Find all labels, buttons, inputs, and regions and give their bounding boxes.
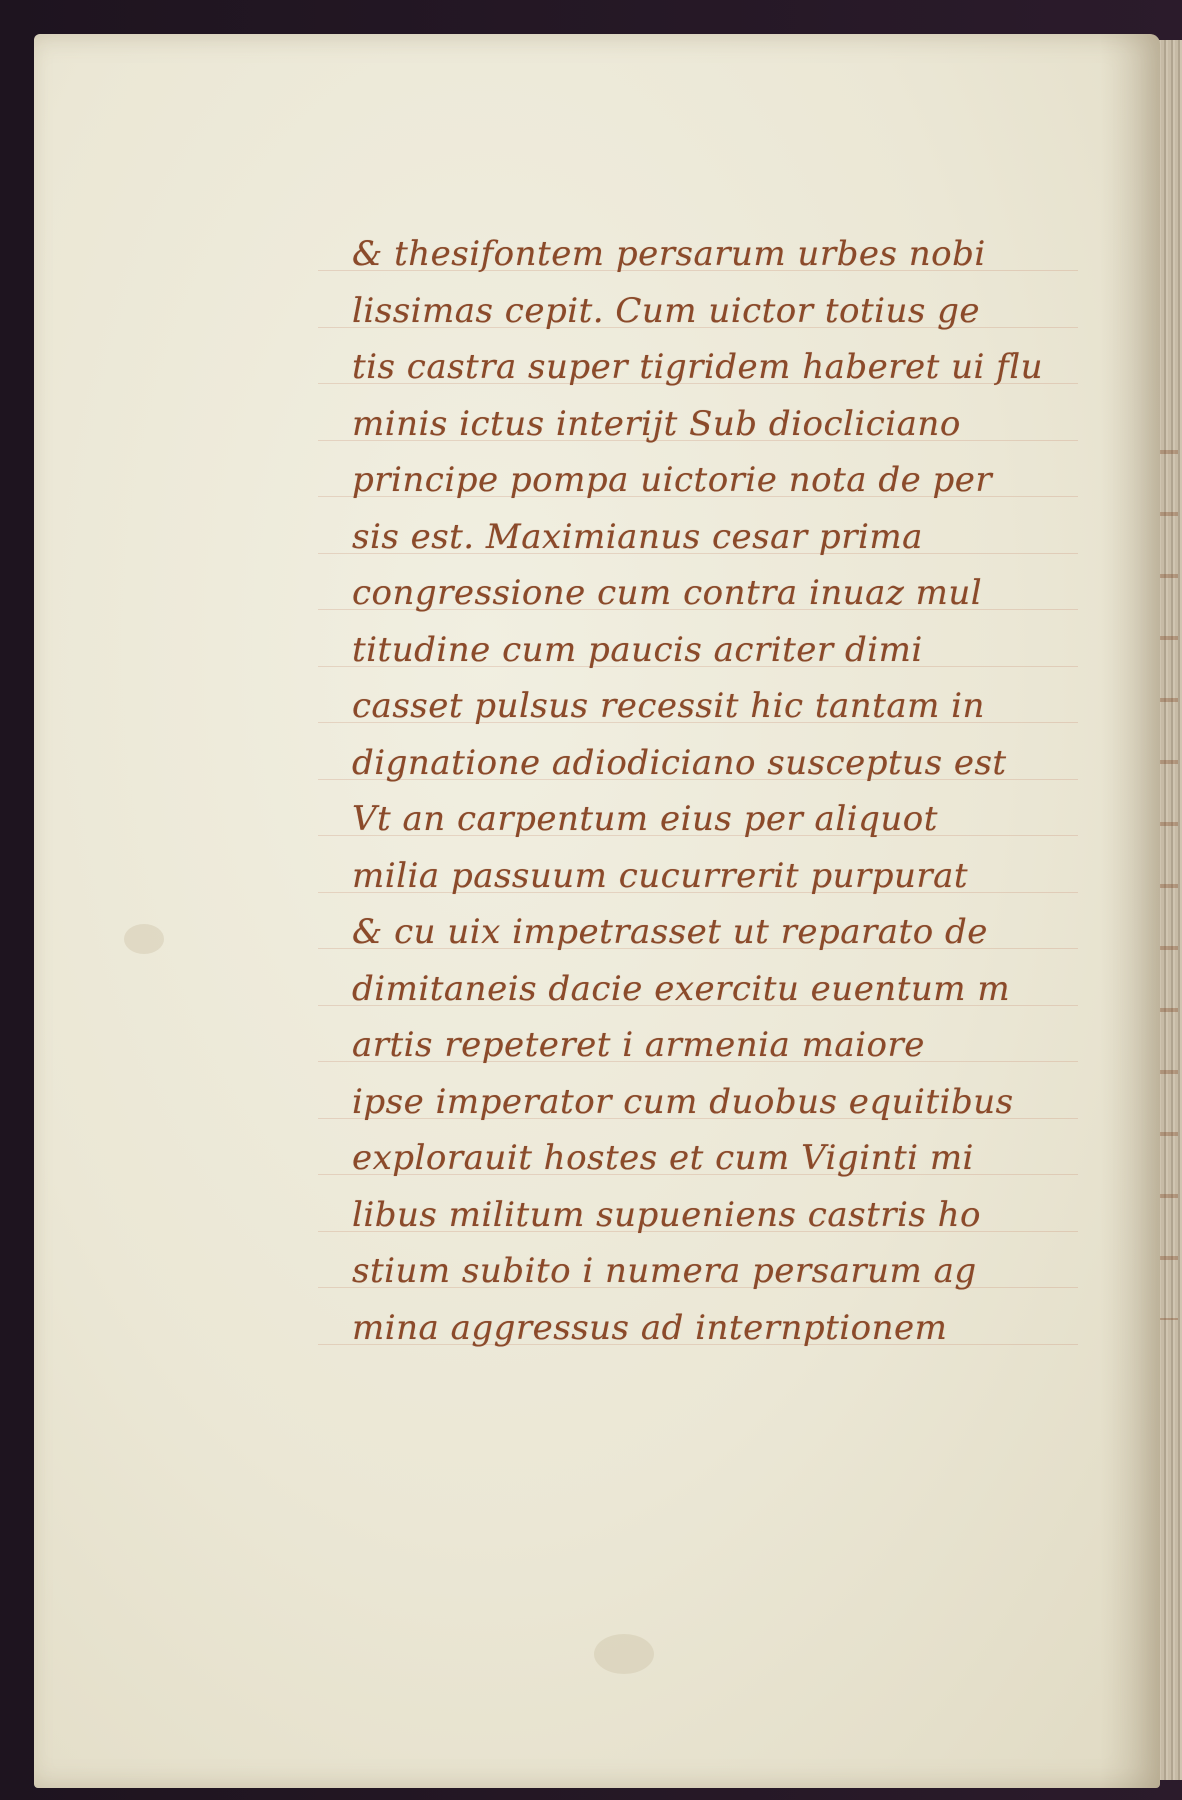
manuscript-line: explorauit hostes et cum Viginti mi xyxy=(352,1138,974,1178)
gutter-shadow xyxy=(1100,34,1160,1788)
manuscript-line: stium subito i numera persarum ag xyxy=(352,1251,977,1291)
manuscript-line: Vt an carpentum eius per aliquot xyxy=(352,799,938,839)
manuscript-line: milia passuum cucurrerit purpurat xyxy=(352,855,969,896)
manuscript-line: & cu uix impetrasset ut reparato de xyxy=(352,912,988,952)
manuscript-line: titudine cum paucis acriter dimi xyxy=(352,629,923,670)
paper-stain xyxy=(594,1634,654,1674)
manuscript-line: lissimas cepit. Cum uictor totius ge xyxy=(352,290,981,331)
manuscript-line: principe pompa uictorie nota de per xyxy=(352,460,993,500)
manuscript-line: casset pulsus recessit hic tantam in xyxy=(352,686,985,726)
paper-stain xyxy=(124,924,164,954)
manuscript-line: dignatione adiodiciano susceptus est xyxy=(352,742,1007,783)
manuscript-line: & thesifontem persarum urbes nobi xyxy=(352,234,986,274)
manuscript-line: ipse imperator cum duobus equitibus xyxy=(352,1081,1014,1122)
manuscript-line: dimitaneis dacie exercitu euentum m xyxy=(352,968,1011,1009)
manuscript-line: mina aggressus ad internptionem xyxy=(352,1307,948,1348)
manuscript-line: congressione cum contra inuaz mul xyxy=(352,573,983,613)
manuscript-line: artis repeteret i armenia maiore xyxy=(352,1025,925,1065)
manuscript-line: sis est. Maximianus cesar prima xyxy=(352,516,923,557)
manuscript-line: minis ictus interijt Sub diocliciano xyxy=(352,403,961,444)
manuscript-line: libus militum supueniens castris ho xyxy=(352,1194,981,1235)
manuscript-line: tis castra super tigridem haberet ui flu xyxy=(352,347,1044,387)
manuscript-text-block xyxy=(352,226,1102,1356)
